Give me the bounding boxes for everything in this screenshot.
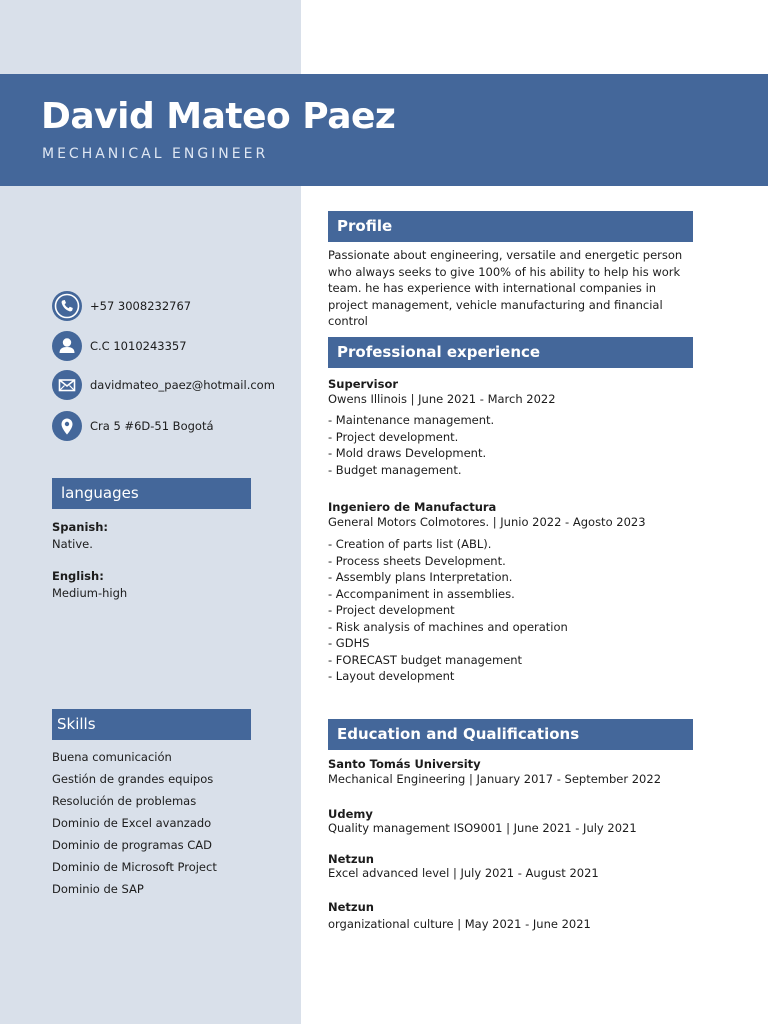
job-task-list [328, 412, 494, 478]
skills-heading: Skills [52, 709, 251, 740]
skill-item: Buena comunicación [52, 750, 172, 764]
job-task: - Mold draws Development. [328, 446, 487, 460]
skill-item: Dominio de Excel avanzado [52, 816, 212, 830]
job-task: - Layout development [328, 669, 455, 683]
skill-item: Dominio de Microsoft Project [52, 860, 217, 874]
skills-list [52, 748, 217, 902]
email-address[interactable]: davidmateo_paez@hotmail.com [90, 378, 275, 392]
education-detail: Quality management ISO9001 | June 2021 - July 2021 [328, 821, 637, 835]
phone-icon [52, 291, 82, 321]
skill-item: Resolución de problemas [52, 794, 197, 808]
education-detail: Excel advanced level | July 2021 - August 2021 [328, 866, 599, 880]
contact-id [52, 331, 187, 361]
education-institution: Netzun [328, 852, 374, 866]
job-company-dates: Owens Illinois | June 2021 - March 2022 [328, 392, 556, 406]
address: Cra 5 #6D-51 Bogotá [90, 419, 214, 433]
skill-item: Dominio de SAP [52, 882, 144, 896]
language-label: Spanish: [52, 520, 109, 534]
experience-heading: Professional experience [328, 337, 693, 368]
job-task: - Project development [328, 603, 455, 617]
map-pin-icon [52, 411, 82, 441]
education-detail: organizational culture | May 2021 - June 2021 [328, 917, 591, 931]
job-task: - Project development. [328, 429, 459, 444]
job-task: - Creation of parts list (ABL). [328, 537, 492, 551]
job-company-dates: General Motors Colmotores. | Junio 2022 - Agosto 2023 [328, 515, 646, 529]
job-title: Supervisor [328, 377, 399, 391]
job-task: - GDHS [328, 636, 370, 650]
job-task: - Process sheets Development. [328, 553, 506, 568]
profile-heading: Profile [328, 211, 693, 242]
education-institution: Udemy [328, 807, 373, 821]
skill-item: Dominio de programas CAD [52, 838, 213, 852]
language-label: English: [52, 569, 104, 583]
education-heading: Education and Qualifications [328, 719, 693, 750]
contact-email [52, 370, 275, 400]
contact-phone [52, 291, 191, 321]
job-task: - Assembly plans Interpretation. [328, 570, 513, 584]
education-institution: Netzun [328, 900, 374, 914]
id-number: C.C 1010243357 [90, 339, 187, 353]
profile-summary: Passionate about engineering, versatile and energetic person who always seeks to give 100% of his ability to help his work team. he has experience with international companies in project management, vehicle manufacturing and financial control [328, 248, 683, 328]
language-level: Medium-high [52, 586, 128, 600]
education-institution: Santo Tomás University [328, 757, 481, 771]
job-task: - Maintenance management. [328, 413, 495, 427]
job-task: - Accompaniment in assemblies. [328, 586, 515, 601]
user-icon [52, 331, 82, 361]
job-role: MECHANICAL ENGINEER [42, 146, 269, 162]
candidate-name: David Mateo Paez [41, 96, 396, 137]
job-task-list [328, 536, 568, 685]
phone-number: +57 3008232767 [90, 299, 192, 313]
job-task: - Budget management. [328, 462, 462, 477]
job-title: Ingeniero de Manufactura [328, 500, 497, 514]
envelope-icon [52, 370, 82, 400]
contact-address [52, 411, 214, 441]
skill-item: Gestión de grandes equipos [52, 772, 214, 786]
language-level: Native. [52, 537, 93, 551]
languages-heading: languages [52, 478, 251, 509]
job-task: - FORECAST budget management [328, 652, 523, 667]
job-task: - Risk analysis of machines and operation [328, 619, 568, 634]
education-detail: Mechanical Engineering | January 2017 - September 2022 [328, 772, 662, 786]
